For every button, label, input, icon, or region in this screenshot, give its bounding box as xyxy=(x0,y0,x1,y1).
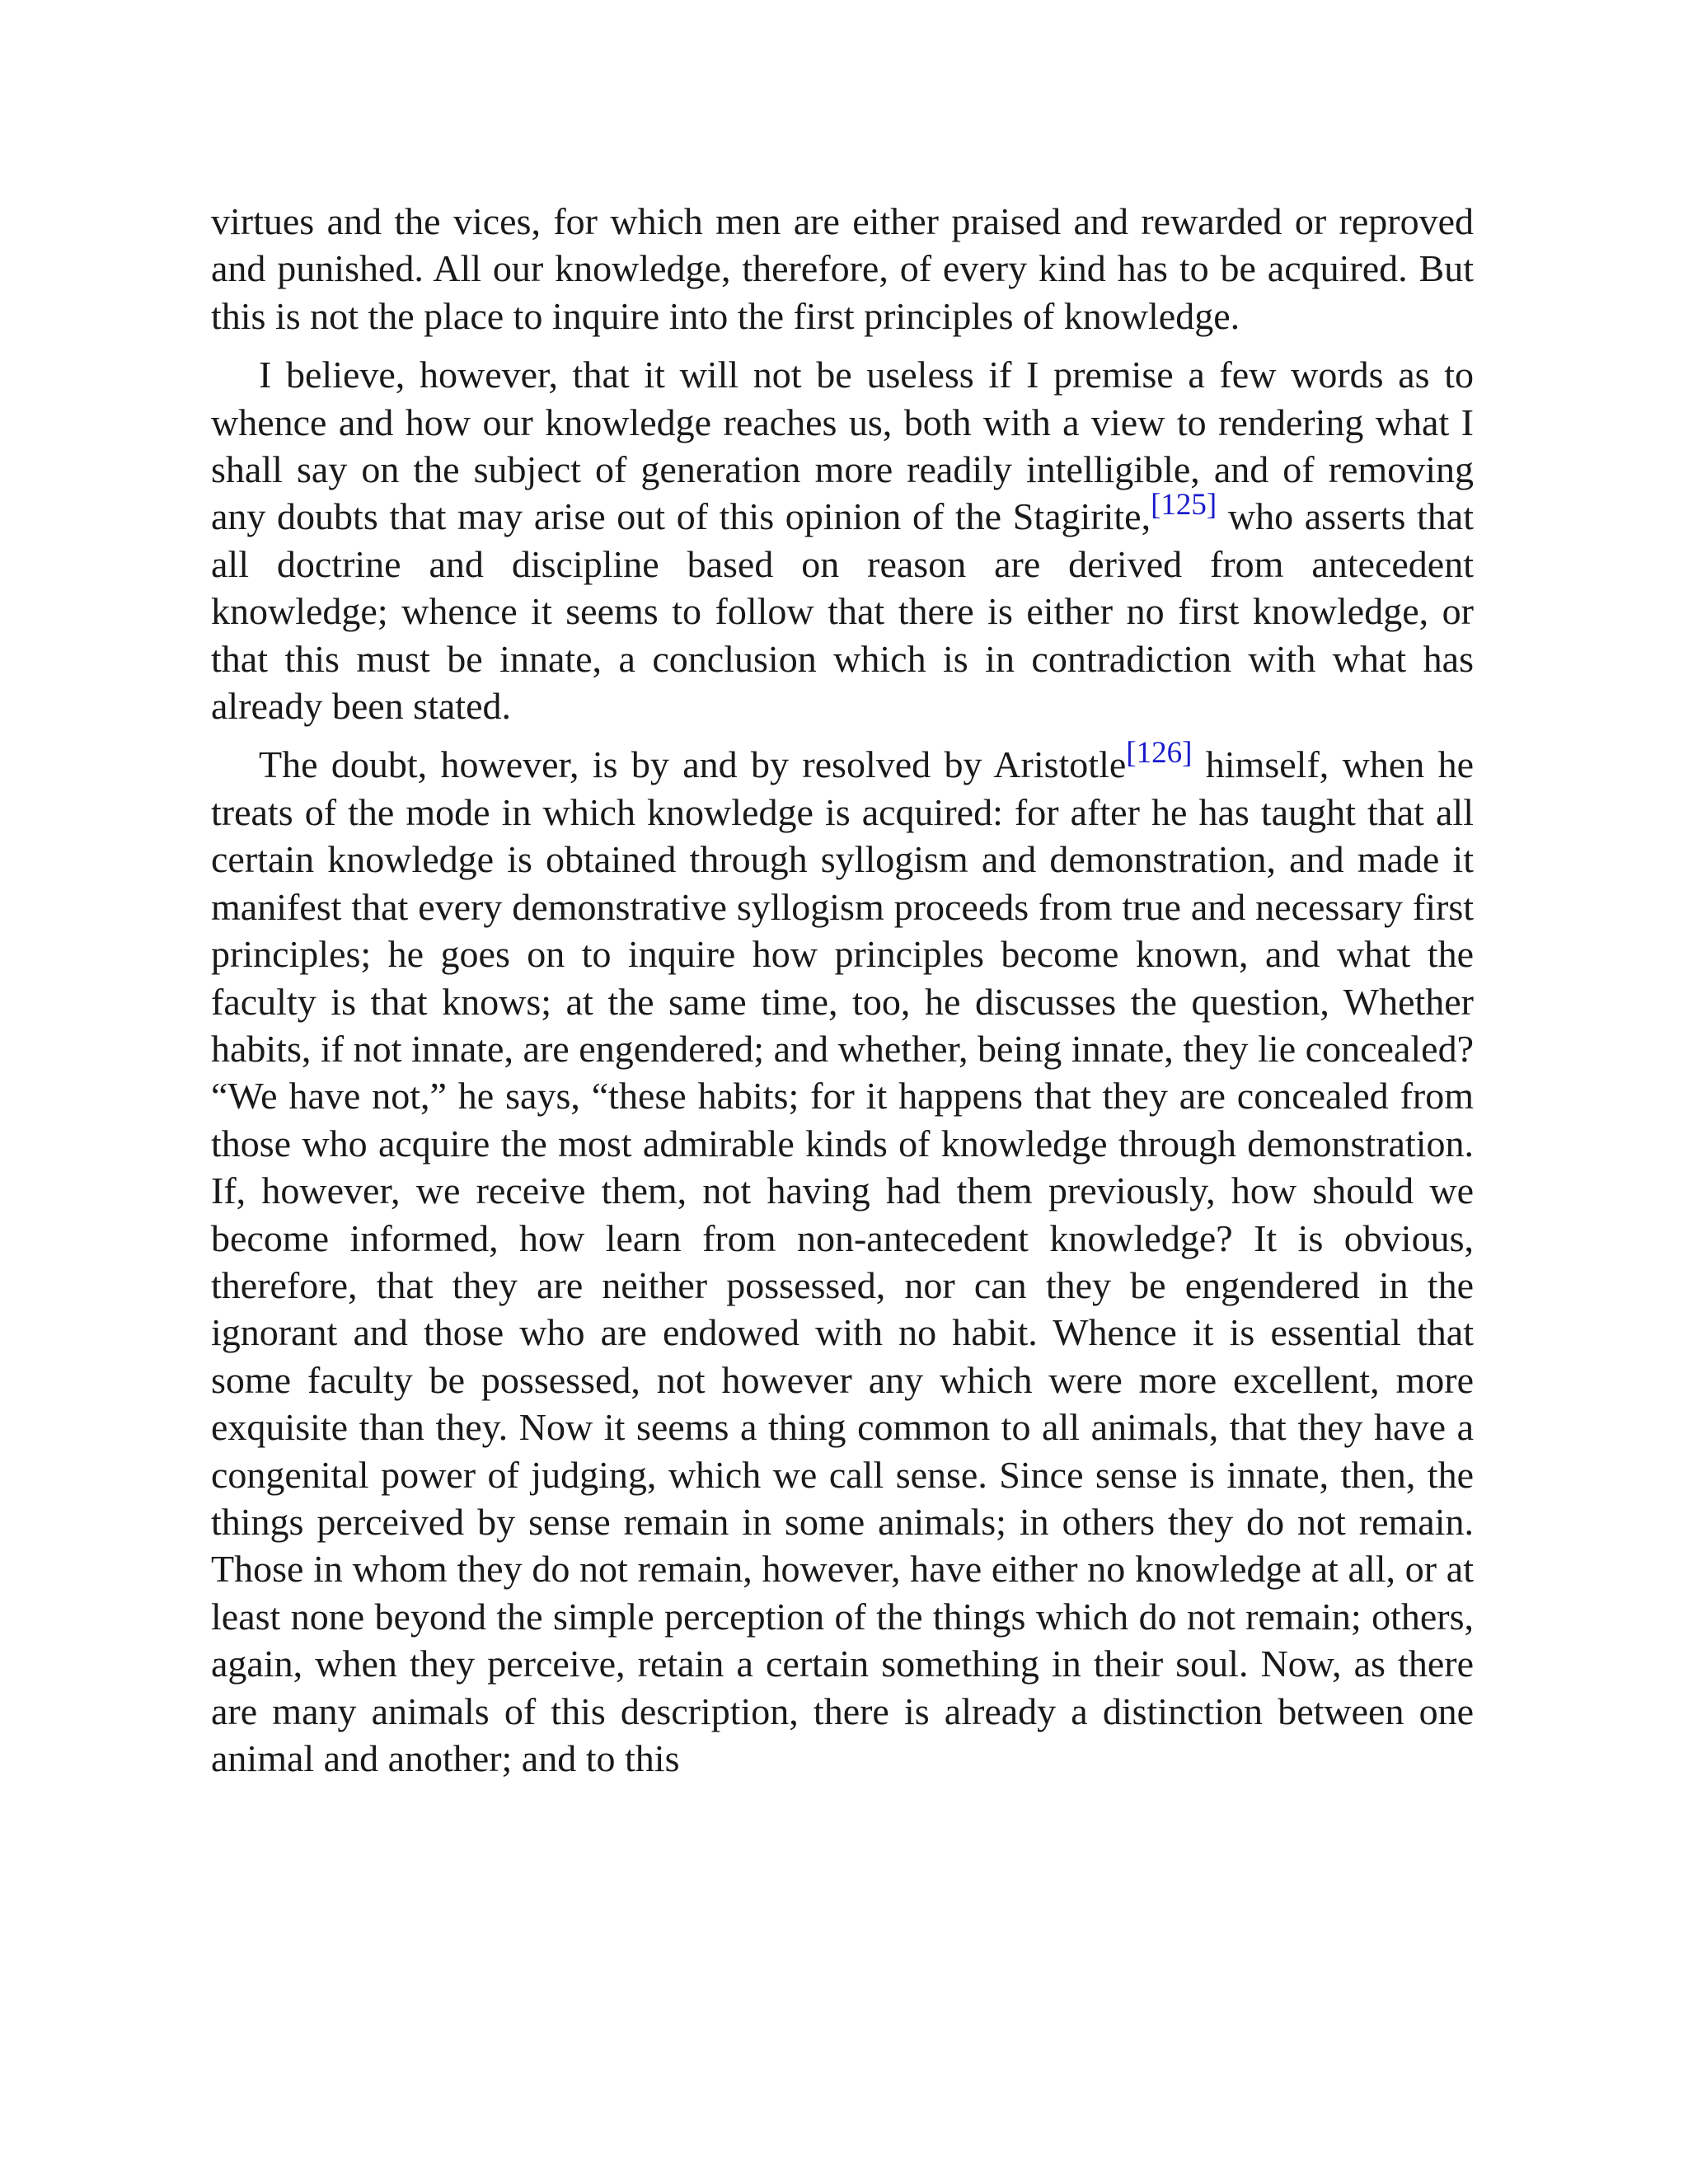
footnote-link-126[interactable]: [126] xyxy=(1126,736,1193,771)
paragraph-text: I believe, however, that it will not be useless if I premise a few words as to whence and how our knowledge reaches us, both with a view to rendering what I shall say on the subject of generation more readily intelligible, and of removing any doubts that may arise out of this opinion of the Stagirite, xyxy=(211,354,1474,538)
paragraph-text: The doubt, however, is by and by resolved by Aristotle xyxy=(259,743,1127,786)
paragraph-text: virtues and the vices, for which men are either praised and rewarded or reproved and punished. All our knowledge, therefore, of every kind has to be acquired. But this is not the place to inquire into the first principles of knowledge. xyxy=(211,200,1474,337)
paragraph-3 xyxy=(211,736,1474,1782)
paragraph-1 xyxy=(211,198,1474,340)
footnote-link-125[interactable]: [125] xyxy=(1151,488,1217,523)
paragraph-text: himself, when he treats of the mode in which knowledge is acquired: for after he has taught that all certain knowledge is obtained through syllogism and demonstration, and made it manifest that every demonstrative syllogism proceeds from true and necessary first principles; he goes on to inquire how principles become known, and what the faculty is that knows; at the same time, too, he discusses the question, Whether habits, if not innate, are engendered; and whether, being innate, they lie concealed? “We have not,” he says, “these habits; for it happens that they are concealed from those who acquire the most admirable kinds of knowledge through demonstration. If, however, we receive them, not having had them previously, how should we become informed, how learn from non-antecedent knowledge? It is obvious, therefore, that they are neither possessed, nor can they be engendered in the ignorant and those who are endowed with no habit. Whence it is essential that some faculty be possessed, not however any which were more excellent, more exquisite than they. Now it seems a thing common to all animals, that they have a congenital power of judging, which we call sense. Since sense is innate, then, the things perceived by sense remain in some animals; in others they do not remain. Those in whom they do not remain, however, have either no knowledge at all, or at least none beyond the simple perception of the things which do not remain; others, again, when they perceive, retain a certain something in their soul. Now, as there are many animals of this description, there is already a distinction between one animal and another; and to this xyxy=(211,743,1474,1779)
paragraph-2 xyxy=(211,351,1474,729)
page-body xyxy=(211,198,1474,1793)
paragraph-text: who asserts that all doctrine and discipline based on reason are derived from antecedent knowledge; whence it seems to follow that there is either no first knowledge, or that this must be innate, a conclusion which is in contradiction with what has already been stated. xyxy=(211,495,1474,728)
